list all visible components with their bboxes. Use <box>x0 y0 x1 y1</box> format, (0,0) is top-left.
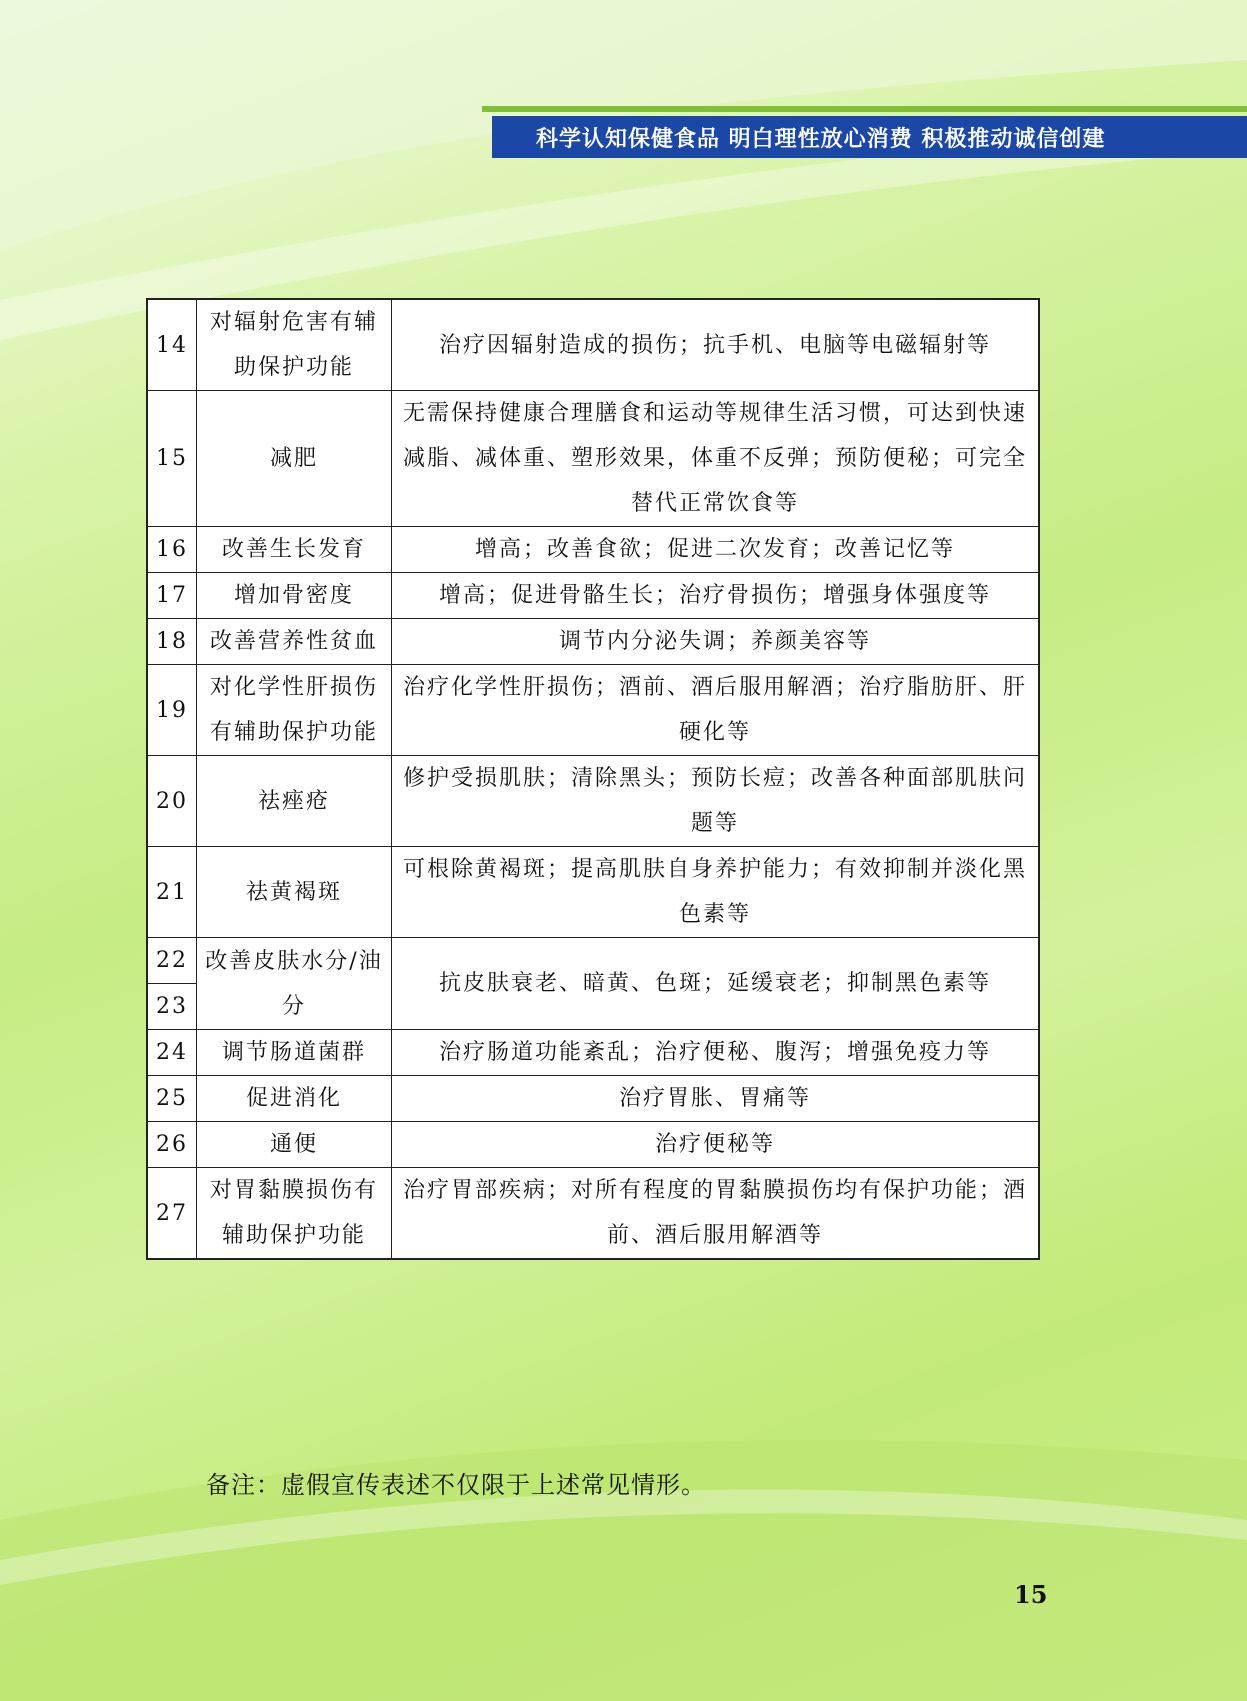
function-cell: 通便 <box>197 1122 392 1168</box>
function-cell: 对辐射危害有辅助保护功能 <box>197 299 392 391</box>
claim-cell: 增高；改善食欲；促进二次发育；改善记忆等 <box>392 527 1040 573</box>
function-cell: 减肥 <box>197 391 392 527</box>
claim-cell: 可根除黄褐斑；提高肌肤自身养护能力；有效抑制并淡化黑色素等 <box>392 847 1040 938</box>
row-number: 24 <box>147 1030 197 1076</box>
row-number: 27 <box>147 1168 197 1260</box>
false-claims-table <box>146 298 1040 1260</box>
function-cell: 对胃黏膜损伤有辅助保护功能 <box>197 1168 392 1260</box>
claim-cell: 无需保持健康合理膳食和运动等规律生活习惯，可达到快速减脂、减体重、塑形效果，体重不反弹；预防便秘；可完全替代正常饮食等 <box>392 391 1040 527</box>
footnote: 备注：虚假宣传表述不仅限于上述常见情形。 <box>206 1471 706 1499</box>
claim-cell: 增高；促进骨骼生长；治疗骨损伤；增强身体强度等 <box>392 573 1040 619</box>
header-accent-bar <box>482 106 1247 112</box>
function-cell: 改善皮肤水分/油分 <box>197 938 392 1030</box>
claim-cell: 治疗肠道功能紊乱；治疗便秘、腹泻；增强免疫力等 <box>392 1030 1040 1076</box>
table-row <box>147 527 1039 573</box>
header-slogan: 科学认知保健食品 明白理性放心消费 积极推动诚信创建 <box>536 126 1106 152</box>
function-cell: 对化学性肝损伤有辅助保护功能 <box>197 665 392 756</box>
row-number: 20 <box>147 756 197 847</box>
table-row <box>147 573 1039 619</box>
row-number: 22 <box>147 938 197 984</box>
function-cell: 调节肠道菌群 <box>197 1030 392 1076</box>
row-number: 15 <box>147 391 197 527</box>
function-cell: 祛痤疮 <box>197 756 392 847</box>
claim-cell: 治疗便秘等 <box>392 1122 1040 1168</box>
claim-cell: 治疗胃部疾病；对所有程度的胃黏膜损伤均有保护功能；酒前、酒后服用解酒等 <box>392 1168 1040 1260</box>
header-slogan-banner <box>492 116 1247 158</box>
row-number: 26 <box>147 1122 197 1168</box>
claim-cell: 抗皮肤衰老、暗黄、色斑；延缓衰老；抑制黑色素等 <box>392 938 1040 1030</box>
table-row <box>147 391 1039 527</box>
function-cell: 促进消化 <box>197 1076 392 1122</box>
row-number: 23 <box>147 984 197 1030</box>
claim-cell: 修护受损肌肤；清除黑头；预防长痘；改善各种面部肌肤问题等 <box>392 756 1040 847</box>
row-number: 16 <box>147 527 197 573</box>
table-row <box>147 619 1039 665</box>
table-row <box>147 847 1039 938</box>
table-row <box>147 665 1039 756</box>
table-row <box>147 1076 1039 1122</box>
claim-cell: 治疗因辐射造成的损伤；抗手机、电脑等电磁辐射等 <box>392 299 1040 391</box>
function-cell: 改善生长发育 <box>197 527 392 573</box>
row-number: 14 <box>147 299 197 391</box>
table-row <box>147 1030 1039 1076</box>
table-row <box>147 299 1039 391</box>
table-row <box>147 938 1039 984</box>
row-number: 19 <box>147 665 197 756</box>
claim-cell: 调节内分泌失调；养颜美容等 <box>392 619 1040 665</box>
claim-cell: 治疗化学性肝损伤；酒前、酒后服用解酒；治疗脂肪肝、肝硬化等 <box>392 665 1040 756</box>
function-cell: 增加骨密度 <box>197 573 392 619</box>
table-row <box>147 756 1039 847</box>
table-row <box>147 1168 1039 1260</box>
row-number: 21 <box>147 847 197 938</box>
claim-cell: 治疗胃胀、胃痛等 <box>392 1076 1040 1122</box>
table-row <box>147 1122 1039 1168</box>
function-cell: 改善营养性贫血 <box>197 619 392 665</box>
row-number: 17 <box>147 573 197 619</box>
page-number: 15 <box>1014 1580 1048 1609</box>
row-number: 25 <box>147 1076 197 1122</box>
row-number: 18 <box>147 619 197 665</box>
function-cell: 祛黄褐斑 <box>197 847 392 938</box>
